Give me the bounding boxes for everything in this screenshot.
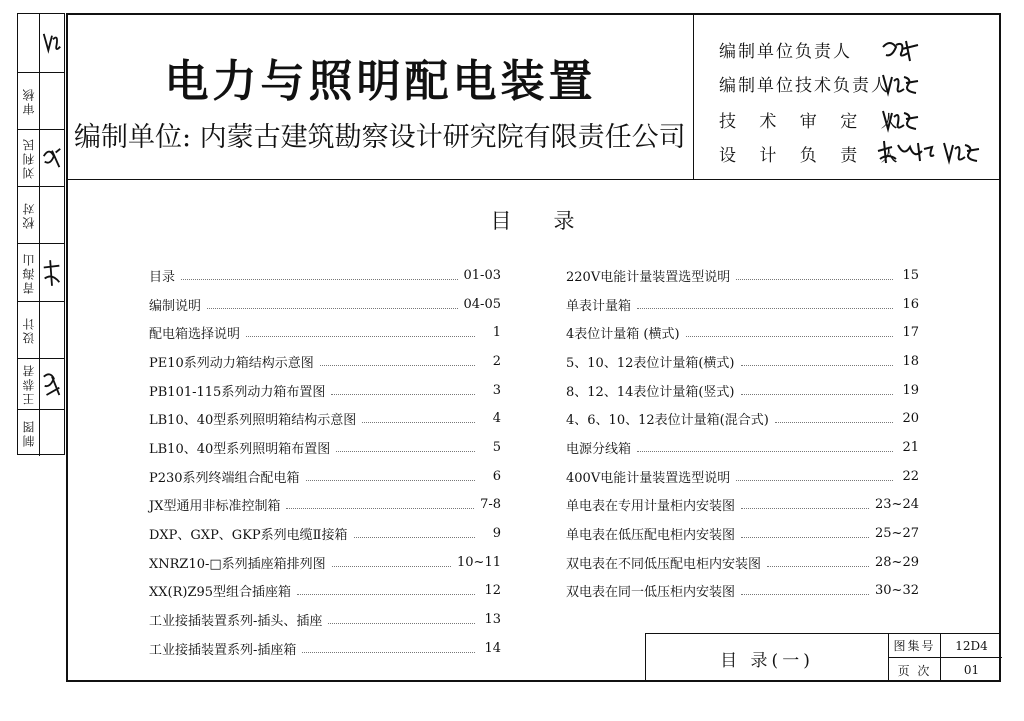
- toc-leader-dots: [767, 566, 869, 567]
- signature-icon: [880, 35, 920, 65]
- toc-entry-title: 工业接插装置系列-插座箱: [149, 642, 297, 658]
- approval-label: 青海山: [22, 251, 36, 294]
- toc-entry: [149, 548, 501, 577]
- toc-entry-title: JX型通用非标准控制箱: [149, 499, 281, 515]
- responsibility-role-4: 设 计 负 责 人: [719, 146, 907, 166]
- signature-icon: [874, 137, 984, 167]
- approval-label: 设计: [22, 316, 36, 344]
- toc-entry: [566, 318, 919, 347]
- header-divider: [693, 15, 694, 180]
- toc-entry-page: 13: [484, 612, 501, 628]
- toc-entry: [149, 376, 501, 405]
- toc-entry: [149, 261, 501, 290]
- toc-entry-title: 编制说明: [149, 298, 202, 314]
- toc-leader-dots: [362, 422, 475, 423]
- toc-entry-page: 15: [902, 267, 919, 283]
- approval-cell: [18, 72, 64, 129]
- toc-leader-dots: [354, 537, 476, 538]
- responsibility-role-1: 编制单位负责人: [719, 42, 852, 62]
- toc-entry-page: 2: [492, 353, 501, 369]
- toc-entry-page: 23~24: [875, 497, 919, 513]
- toc-entry: [566, 376, 919, 405]
- toc-entry: [149, 519, 501, 548]
- toc-entry: [149, 605, 501, 634]
- toc-leader-dots: [302, 652, 475, 653]
- toc-leader-dots: [286, 508, 474, 509]
- toc-entry-title: 电源分线箱: [566, 441, 632, 457]
- header: [68, 15, 999, 180]
- toc-entry-page: 9: [492, 526, 501, 542]
- toc-entry-title: 8、12、14表位计量箱(竖式): [566, 384, 735, 400]
- approval-cell: [18, 358, 64, 409]
- toc-entry-title: 单电表在低压配电柜内安装图: [566, 528, 736, 544]
- toc-leader-dots: [775, 422, 893, 423]
- toc-entry: [149, 347, 501, 376]
- toc-entry-page: 4: [492, 411, 501, 427]
- toc-entry-page: 6: [492, 468, 501, 484]
- toc-entry-title: 220V电能计量装置选型说明: [566, 269, 731, 285]
- toc-leader-dots: [331, 394, 475, 395]
- approval-cell: [18, 409, 64, 456]
- toc-leader-dots: [736, 480, 893, 481]
- responsibility-role-3: 技 术 审 定 人: [719, 112, 907, 132]
- approval-label: 王恭君: [22, 363, 36, 405]
- toc-entry-title: 工业接插装置系列-插头、插座: [149, 614, 323, 630]
- atlas-number-row: 图集号 12D4: [889, 634, 1002, 658]
- signature-icon: [41, 139, 63, 177]
- signature-icon: [880, 105, 920, 135]
- toc-entry: [149, 433, 501, 462]
- toc-entry-title: 单电表在专用计量柜内安装图: [566, 499, 736, 515]
- toc-leader-dots: [741, 594, 869, 595]
- toc-entry-title: XX(R)Z95型组合插座箱: [149, 585, 292, 601]
- toc-entry-page: 22: [902, 468, 919, 484]
- toc-leader-dots: [741, 537, 869, 538]
- toc-entry: [566, 519, 919, 548]
- toc-entry-title: 双电表在不同低压配电柜内安装图: [566, 556, 762, 572]
- toc-entry-title: XNRZ10-□系列插座箱排列图: [149, 556, 326, 572]
- toc-entry-title: PE10系列动力箱结构示意图: [149, 355, 314, 371]
- toc-leader-dots: [336, 451, 475, 452]
- toc-leader-dots: [297, 594, 475, 595]
- approval-label: 校对: [22, 201, 36, 229]
- signature-icon: [880, 69, 920, 99]
- toc-entry-title: 5、10、12表位计量箱(横式): [566, 355, 735, 371]
- toc-entry-title: 配电箱选择说明: [149, 327, 241, 343]
- toc-entry-page: 16: [902, 296, 919, 312]
- toc-entry-title: P230系列终端组合配电箱: [149, 470, 300, 486]
- toc-entry-title: 目录: [149, 269, 176, 285]
- toc-leader-dots: [686, 336, 893, 337]
- toc-leader-dots: [741, 394, 894, 395]
- approval-label: 审核: [22, 87, 36, 115]
- toc-heading: 目 录: [490, 209, 577, 233]
- toc-entry-page: 30~32: [875, 583, 919, 599]
- toc-entry-page: 7-8: [480, 497, 501, 513]
- toc-entry-title: DXP、GXP、GKP系列电缆Ⅱ接箱: [149, 528, 348, 544]
- toc-entry-page: 01-03: [463, 267, 501, 283]
- toc-leader-dots: [181, 279, 458, 280]
- toc-entry: [566, 290, 919, 319]
- toc-entry-title: 4、6、10、12表位计量箱(混合式): [566, 413, 769, 429]
- toc-entry-page: 28~29: [875, 554, 919, 570]
- toc-leader-dots: [741, 508, 869, 509]
- toc-leader-dots: [637, 308, 893, 309]
- toc-entry-title: 单表计量箱: [566, 298, 632, 314]
- approval-label: 刘利民: [22, 137, 36, 179]
- toc-entry: [566, 404, 919, 433]
- approval-strip: [17, 13, 65, 455]
- toc-leader-dots: [637, 451, 893, 452]
- toc-entry-title: 双电表在同一低压柜内安装图: [566, 585, 736, 601]
- toc-entry-page: 04-05: [463, 296, 501, 312]
- approval-cell: [18, 129, 64, 186]
- toc-leader-dots: [328, 623, 475, 624]
- drawing-frame: [66, 13, 1001, 682]
- toc-entry-title: 400V电能计量装置选型说明: [566, 470, 731, 486]
- toc-entry-page: 5: [492, 439, 501, 455]
- toc-entry: [149, 634, 501, 663]
- toc-entry: [149, 290, 501, 319]
- title-block-name: 目 录(一): [646, 634, 889, 682]
- toc-leader-dots: [736, 279, 893, 280]
- toc-right-column: [566, 261, 919, 605]
- page-title: 电力与照明配电装置: [164, 56, 597, 107]
- page-number: 01: [963, 663, 980, 677]
- approval-cell: [18, 14, 64, 72]
- page-number-row: 页 次 01: [889, 658, 1002, 682]
- toc-entry: [566, 577, 919, 606]
- toc-entry-title: LB10、40型系列照明箱结构示意图: [149, 413, 357, 429]
- toc-leader-dots: [332, 566, 451, 567]
- toc-entry-page: 14: [484, 640, 501, 656]
- toc-entry-page: 10~11: [457, 554, 501, 570]
- toc-entry: [566, 491, 919, 520]
- toc-leader-dots: [246, 336, 475, 337]
- toc-leader-dots: [207, 308, 458, 309]
- toc-entry: [149, 577, 501, 606]
- toc-entry: [566, 462, 919, 491]
- toc-entry: [149, 462, 501, 491]
- responsibility-role-2: 编制单位技术负责人: [719, 76, 890, 96]
- toc-entry: [566, 347, 919, 376]
- toc-entry: [566, 548, 919, 577]
- title-block: [645, 633, 1001, 682]
- toc-leader-dots: [306, 480, 475, 481]
- toc-entry-title: PB101-115系列动力箱布置图: [149, 384, 326, 400]
- toc-entry-title: LB10、40型系列照明箱布置图: [149, 441, 331, 457]
- signature-icon: [41, 254, 63, 292]
- toc-entry-page: 17: [902, 325, 919, 341]
- toc-entry-page: 19: [902, 382, 919, 398]
- approval-cell: [18, 243, 64, 301]
- signature-icon: [41, 365, 63, 403]
- toc-entry: [566, 433, 919, 462]
- atlas-number: 12D4: [955, 638, 988, 653]
- toc-entry: [566, 261, 919, 290]
- toc-entry-page: 20: [902, 411, 919, 427]
- toc-leader-dots: [741, 365, 894, 366]
- toc-entry-title: 4表位计量箱 (横式): [566, 327, 680, 343]
- toc-entry: [149, 404, 501, 433]
- signature-icon: [41, 24, 63, 62]
- approval-label: 制图: [22, 419, 36, 447]
- toc-entry-page: 12: [484, 583, 501, 599]
- approval-cell: [18, 186, 64, 243]
- toc-entry: [149, 491, 501, 520]
- toc-entry-page: 25~27: [875, 526, 919, 542]
- organization-name: 编制单位: 内蒙古建筑勘察设计研究院有限责任公司: [74, 122, 686, 153]
- toc-left-column: [149, 261, 501, 663]
- approval-cell: [18, 301, 64, 358]
- toc-entry-page: 3: [492, 382, 501, 398]
- toc-entry: [149, 318, 501, 347]
- toc-entry-page: 1: [492, 325, 501, 341]
- toc-entry-page: 21: [902, 439, 919, 455]
- toc-entry-page: 18: [902, 353, 919, 369]
- toc-leader-dots: [320, 365, 475, 366]
